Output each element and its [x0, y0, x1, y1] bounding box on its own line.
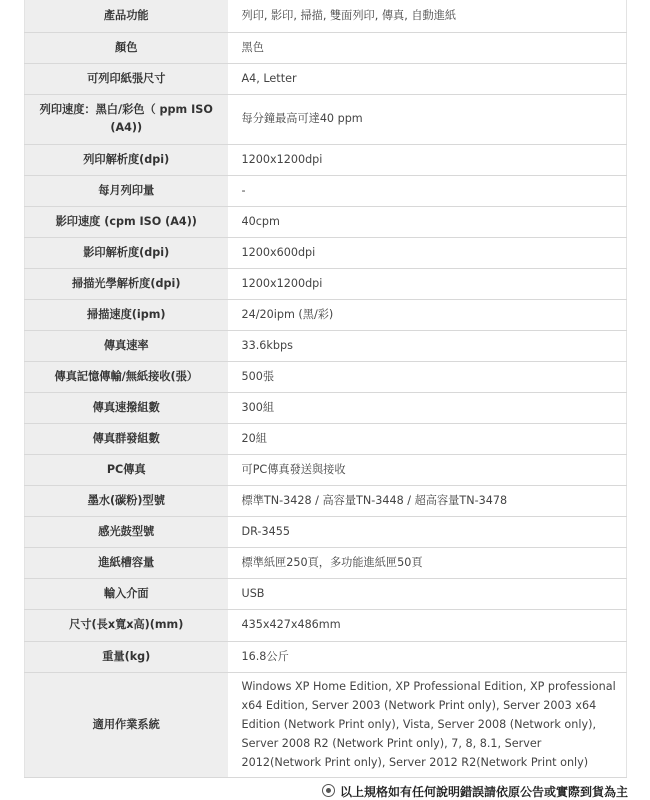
footnote — [0, 784, 628, 800]
spec-value: 24/20ipm (黑/彩) — [228, 299, 627, 330]
spec-value: 1200x1200dpi — [228, 268, 627, 299]
spec-value: USB — [228, 578, 627, 609]
table-row — [25, 94, 627, 144]
spec-label: 適用作業系統 — [25, 672, 228, 777]
bullet-circle-icon — [322, 784, 335, 797]
table-row — [25, 516, 627, 547]
table-row — [25, 0, 627, 32]
spec-label: 產品功能 — [25, 0, 228, 32]
spec-value: 20組 — [228, 423, 627, 454]
spec-label: 墨水(碳粉)型號 — [25, 485, 228, 516]
spec-label: 可列印紙張尺寸 — [25, 63, 228, 94]
spec-label: 列印速度：黑白/彩色（ ppm ISO (A4)) — [25, 94, 228, 144]
spec-label: 每月列印量 — [25, 175, 228, 206]
table-row — [25, 361, 627, 392]
table-row — [25, 330, 627, 361]
table-row — [25, 641, 627, 672]
spec-label: 列印解析度(dpi) — [25, 144, 228, 175]
spec-value: 500張 — [228, 361, 627, 392]
spec-value: 1200x600dpi — [228, 237, 627, 268]
spec-value: 可PC傳真發送與接收 — [228, 454, 627, 485]
table-row — [25, 299, 627, 330]
spec-label: 進紙槽容量 — [25, 547, 228, 578]
spec-label: PC傳真 — [25, 454, 228, 485]
spec-value: A4, Letter — [228, 63, 627, 94]
spec-value: 每分鐘最高可達40 ppm — [228, 94, 627, 144]
spec-label: 傳真記憶傳輸/無紙接收(張） — [25, 361, 228, 392]
spec-value: - — [228, 175, 627, 206]
table-row — [25, 609, 627, 641]
table-row — [25, 175, 627, 206]
table-row — [25, 32, 627, 63]
table-row — [25, 392, 627, 423]
spec-label: 感光鼓型號 — [25, 516, 228, 547]
spec-label: 傳真速率 — [25, 330, 228, 361]
table-row — [25, 237, 627, 268]
table-row — [25, 144, 627, 175]
spec-value: 標準紙匣250頁，多功能進紙匣50頁 — [228, 547, 627, 578]
table-row — [25, 268, 627, 299]
spec-value: 16.8公斤 — [228, 641, 627, 672]
spec-table-body — [25, 0, 627, 777]
table-row — [25, 547, 627, 578]
spec-value: 1200x1200dpi — [228, 144, 627, 175]
table-row — [25, 63, 627, 94]
table-row — [25, 485, 627, 516]
spec-label: 顏色 — [25, 32, 228, 63]
spec-label: 掃描光學解析度(dpi) — [25, 268, 228, 299]
spec-label: 尺寸(長x寬x高)(mm) — [25, 609, 228, 641]
spec-label: 影印解析度(dpi) — [25, 237, 228, 268]
spec-value: DR-3455 — [228, 516, 627, 547]
spec-value: 435x427x486mm — [228, 609, 627, 641]
spec-label: 傳真群發組數 — [25, 423, 228, 454]
spec-value: 黑色 — [228, 32, 627, 63]
spec-value: Windows XP Home Edition, XP Professional Edition, XP professional x64 Edition, Server 2003 (Network Print only), Server 2003 x64 Edition (Network Print only), Vista, Server 2008 (Network only), Server 2008 R2 (Network Print only), 7, 8, 8.1, Server 2012(Network Print only), Server 2012 R2(Network Print only) — [228, 672, 627, 777]
table-row — [25, 578, 627, 609]
spec-value: 列印, 影印, 掃描, 雙面列印, 傳真, 自動進紙 — [228, 0, 627, 32]
spec-label: 傳真速撥組數 — [25, 392, 228, 423]
spec-table — [24, 0, 627, 778]
spec-value: 33.6kbps — [228, 330, 627, 361]
table-row — [25, 206, 627, 237]
table-row — [25, 423, 627, 454]
spec-label: 輸入介面 — [25, 578, 228, 609]
spec-label: 重量(kg) — [25, 641, 228, 672]
spec-value: 300組 — [228, 392, 627, 423]
table-row — [25, 672, 627, 777]
spec-label: 掃描速度(ipm) — [25, 299, 228, 330]
spec-value: 40cpm — [228, 206, 627, 237]
spec-label: 影印速度 (cpm ISO (A4)) — [25, 206, 228, 237]
footnote-text: 以上規格如有任何說明錯誤請依原公告或實際到貨為主 — [339, 785, 628, 799]
table-row — [25, 454, 627, 485]
spec-value: 標準TN-3428 / 高容量TN-3448 / 超高容量TN-3478 — [228, 485, 627, 516]
